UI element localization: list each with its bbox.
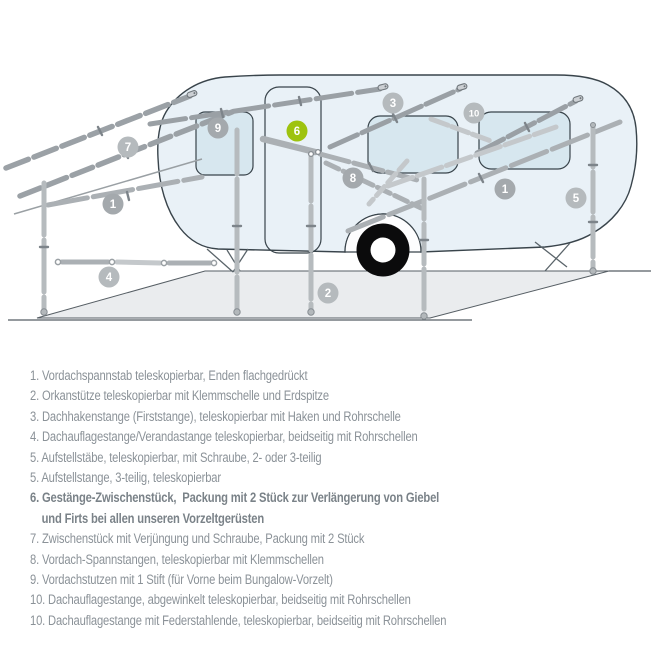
wheel-hub bbox=[371, 238, 396, 263]
part-badge-2 bbox=[318, 283, 339, 304]
legend-item: 5. Aufstellstange, 3-teilig, teleskopierbar bbox=[30, 470, 221, 486]
part-badge-7 bbox=[118, 137, 139, 158]
legend-item: 1. Vordachspannstab teleskopierbar, Enden flachgedrückt bbox=[30, 368, 308, 383]
legend-item: 10. Dachauflagestange, abgewinkelt teleskopierbar, beidseitig mit Rohrschellen bbox=[30, 592, 411, 608]
part-badge-1 bbox=[495, 179, 516, 200]
legend-item: 9. Vordachstutzen mit 1 Stift (für Vorne beim Bungalow-Vorzelt) bbox=[30, 572, 333, 588]
part-badge-5 bbox=[566, 188, 587, 209]
pole-4 bbox=[55, 259, 216, 265]
legend-item: 2. Orkanstütze teleskopierbar mit Klemmschelle und Erdspitze bbox=[30, 388, 329, 404]
part-badge-6 bbox=[287, 121, 308, 142]
svg-text:4: 4 bbox=[105, 272, 113, 285]
part-badge-9 bbox=[208, 118, 229, 139]
part-badge-3 bbox=[383, 93, 404, 114]
svg-text:5: 5 bbox=[572, 193, 580, 206]
svg-text:7: 7 bbox=[124, 142, 132, 155]
svg-text:2: 2 bbox=[324, 288, 332, 301]
svg-text:6: 6 bbox=[293, 126, 301, 139]
part-badge-4 bbox=[99, 267, 120, 288]
part-badge-1 bbox=[103, 194, 124, 215]
svg-text:10: 10 bbox=[468, 108, 480, 120]
legend-item: 5. Aufstellstäbe, teleskopierbar, mit Schraube, 2- oder 3-teilig bbox=[30, 449, 322, 465]
svg-text:3: 3 bbox=[389, 98, 397, 111]
svg-text:9: 9 bbox=[214, 123, 222, 136]
svg-text:8: 8 bbox=[349, 173, 357, 186]
legend-item: 6. Gestänge-Zwischenstück, Packung mit 2 Stück zur Verlängerung von Giebel bbox=[30, 490, 440, 506]
legend-item: und Firts bei allen unseren Vorzeltgerüsten bbox=[41, 510, 265, 526]
legend-item: 10. Dachauflagestange mit Federstahlende, teleskopierbar, beidseitig mit Rohrschellen bbox=[30, 612, 447, 628]
parts-legend bbox=[30, 366, 630, 631]
part-badge-8 bbox=[343, 168, 364, 189]
part-badge-10 bbox=[464, 103, 485, 124]
legend-item: 3. Dachhakenstange (Firststange), teleskopierbar mit Haken und Rohrschelle bbox=[30, 408, 401, 424]
svg-text:1: 1 bbox=[109, 199, 117, 212]
legend-item: 8. Vordach-Spannstangen, teleskopierbar mit Klemmschellen bbox=[30, 551, 324, 567]
legend-item: 4. Dachauflagestange/Verandastange teleskopierbar, beidseitig mit Rohrschellen bbox=[30, 429, 418, 445]
legend-item: 7. Zwischenstück mit Verjüngung und Schraube, Packung mit 2 Stück bbox=[30, 531, 365, 547]
svg-text:1: 1 bbox=[501, 184, 509, 197]
